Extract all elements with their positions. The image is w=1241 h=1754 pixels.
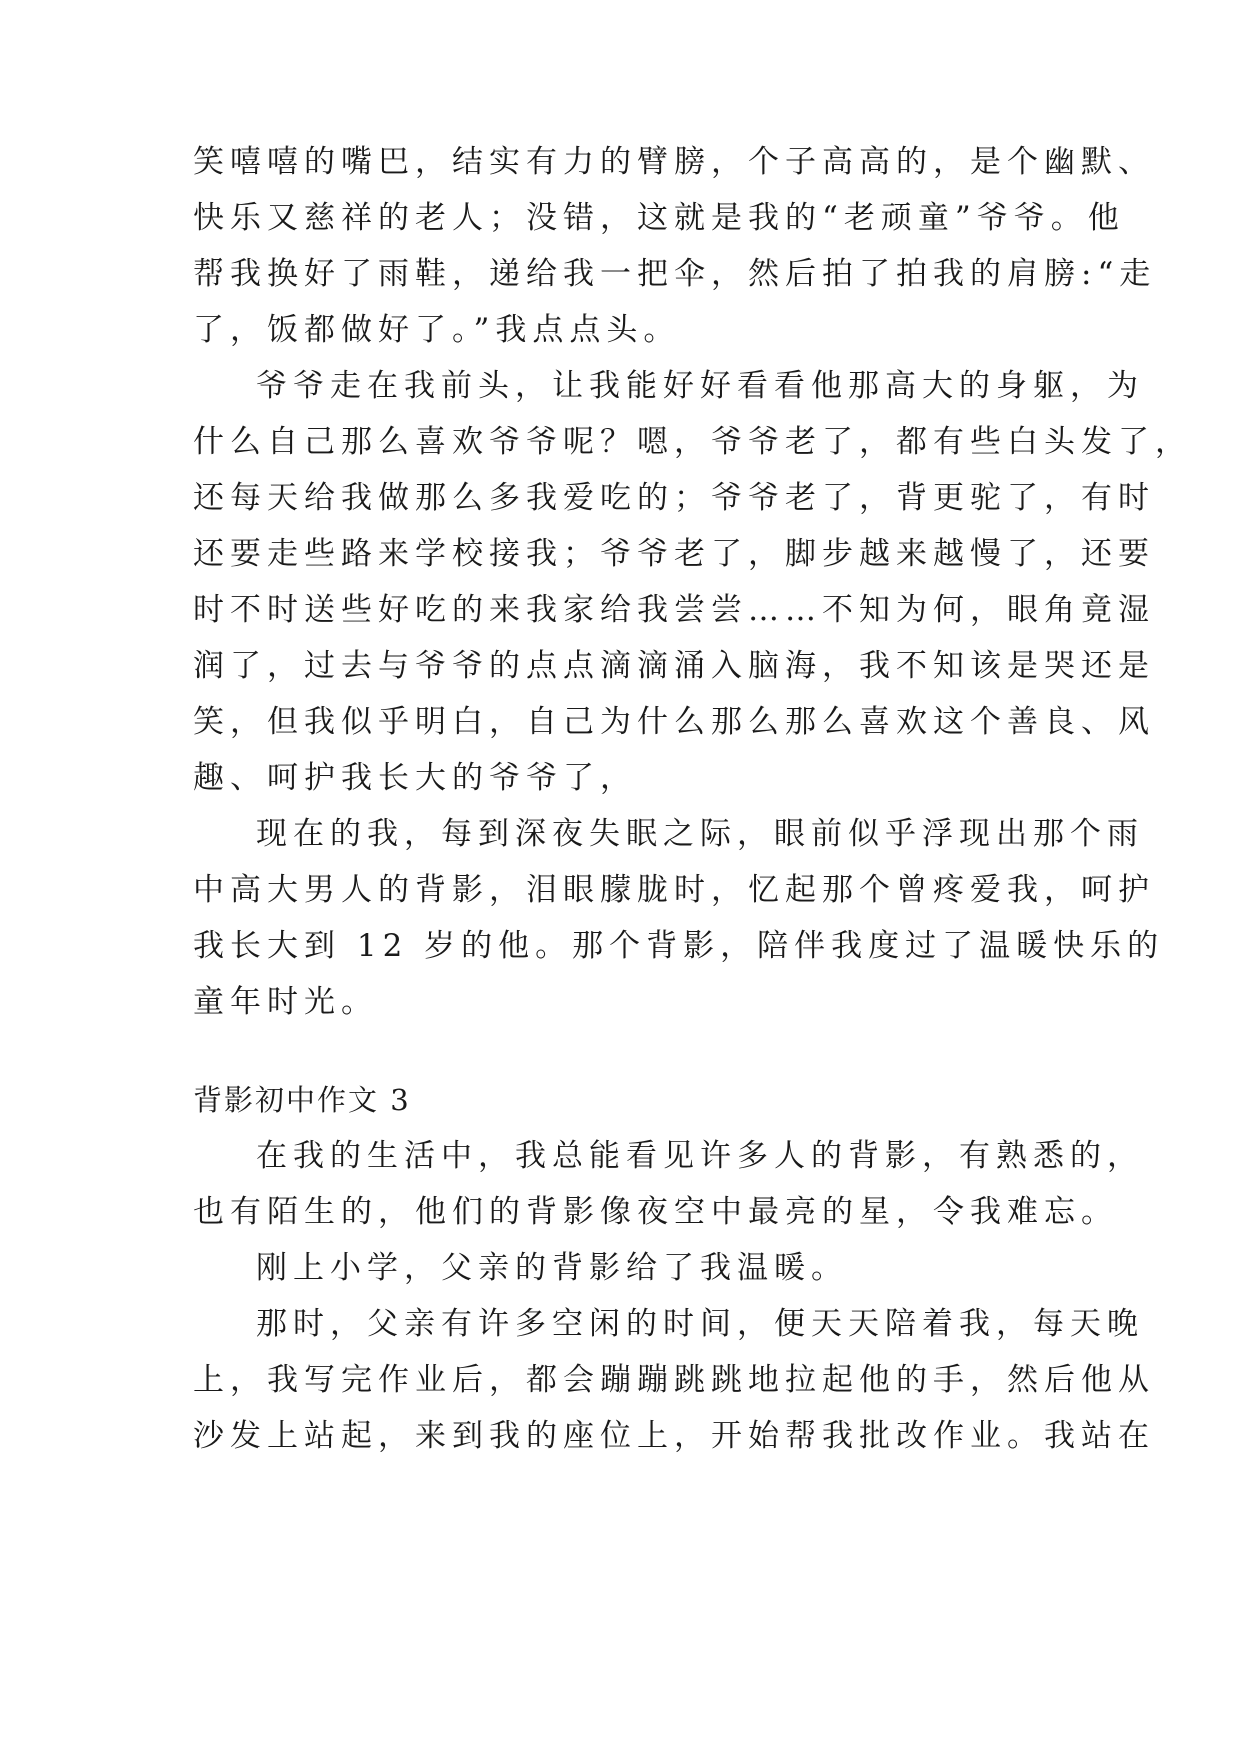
text-line: 爷爷走在我前头，让我能好好看看他那高大的身躯，为 bbox=[256, 368, 1144, 404]
text-line: 我长大到 12 岁的他。那个背影，陪伴我度过了温暖快乐的 bbox=[193, 928, 1165, 964]
text-line: 时不时送些好吃的来我家给我尝尝……不知为何，眼角竟湿 bbox=[193, 592, 1155, 628]
text-line: 趣、呵护我长大的爷爷了， bbox=[193, 760, 637, 796]
text-line: 帮我换好了雨鞋，递给我一把伞，然后拍了拍我的肩膀:“走 bbox=[193, 256, 1157, 292]
text-line: 还每天给我做那么多我爱吃的；爷爷老了，背更驼了，有时 bbox=[193, 480, 1155, 516]
text-line: 快乐又慈祥的老人；没错，这就是我的“老顽童”爷爷。他 bbox=[193, 200, 1125, 236]
text-line: 也有陌生的，他们的背影像夜空中最亮的星，令我难忘。 bbox=[193, 1194, 1118, 1230]
text-line: 刚上小学，父亲的背影给了我温暖。 bbox=[256, 1250, 848, 1286]
text-line: 了，饭都做好了。”我点点头。 bbox=[193, 312, 681, 348]
text-line: 沙发上站起，来到我的座位上，开始帮我批改作业。我站在 bbox=[193, 1418, 1155, 1454]
text-line: 润了，过去与爷爷的点点滴滴涌入脑海，我不知该是哭还是 bbox=[193, 648, 1155, 684]
text-line: 童年时光。 bbox=[193, 984, 378, 1020]
text-line: 笑嘻嘻的嘴巴，结实有力的臂膀，个子高高的，是个幽默、 bbox=[193, 144, 1155, 180]
text-line: 中高大男人的背影，泪眼朦胧时，忆起那个曾疼爱我，呵护 bbox=[193, 872, 1155, 908]
text-line: 那时，父亲有许多空闲的时间，便天天陪着我，每天晚 bbox=[256, 1306, 1144, 1342]
text-line: 现在的我，每到深夜失眠之际，眼前似乎浮现出那个雨 bbox=[256, 816, 1144, 852]
text-line: 还要走些路来学校接我；爷爷老了，脚步越来越慢了，还要 bbox=[193, 536, 1155, 572]
text-line: 笑，但我似乎明白，自己为什么那么那么喜欢这个善良、风 bbox=[193, 704, 1155, 740]
section-heading: 背影初中作文 3 bbox=[193, 1083, 411, 1117]
text-line: 什么自己那么喜欢爷爷呢？嗯，爷爷老了，都有些白头发了， bbox=[193, 424, 1192, 460]
text-line: 在我的生活中，我总能看见许多人的背影，有熟悉的， bbox=[256, 1138, 1144, 1174]
text-line: 上，我写完作业后，都会蹦蹦跳跳地拉起他的手，然后他从 bbox=[193, 1362, 1155, 1398]
